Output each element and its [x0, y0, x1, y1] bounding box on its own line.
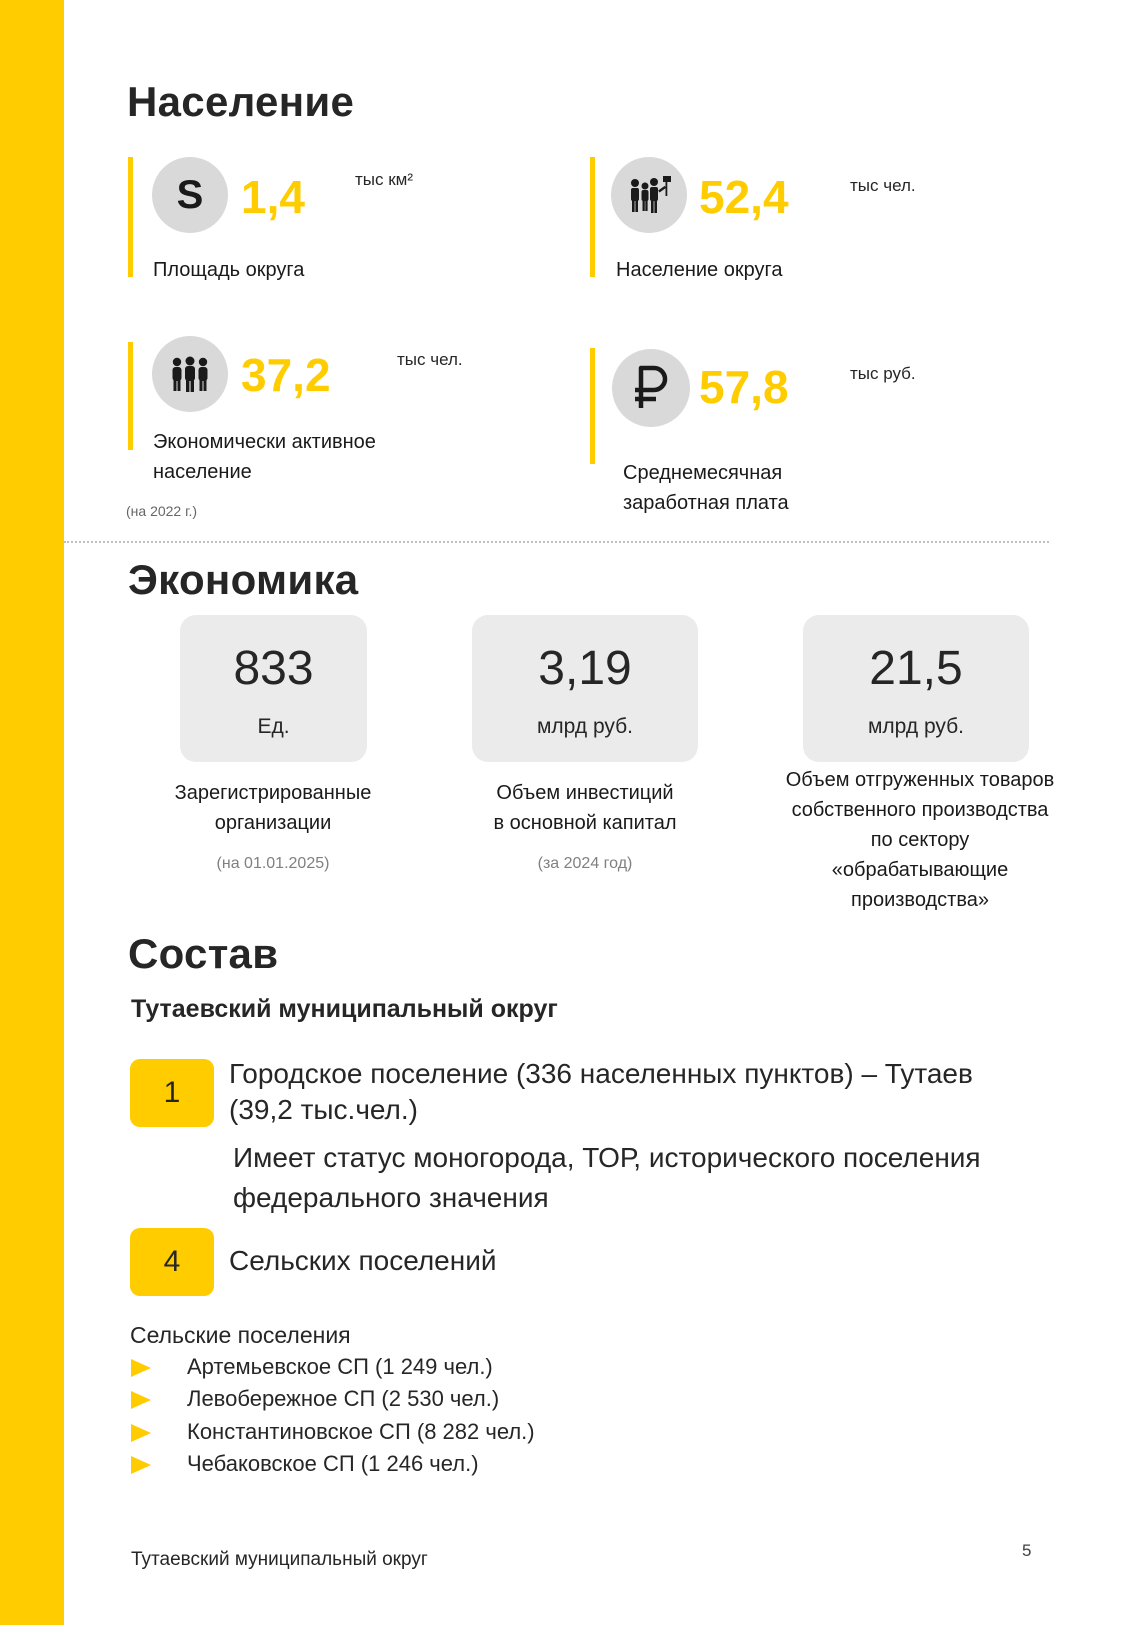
economy-note: (на 01.01.2025): [216, 855, 330, 872]
active-label-line1: Экономически активное: [153, 431, 376, 453]
rural-list-title: Сельские поселения: [130, 1322, 351, 1348]
people-group-icon: [152, 336, 228, 412]
area-unit: тыс км²: [355, 170, 414, 189]
economy-caption: Объем отгруженных товаров собственного производства по сектору «обрабатывающие производства»: [785, 769, 1055, 911]
stat-accent-line: [128, 157, 133, 277]
salary-unit: тыс руб.: [850, 364, 916, 383]
economy-value-box: [472, 615, 698, 762]
economy-unit: млрд руб.: [536, 715, 634, 738]
arrow-bullet-icon: [131, 1456, 151, 1474]
economy-caption: Зарегистрированные организации: [174, 782, 372, 834]
economy-unit: Ед.: [257, 715, 290, 738]
salary-value: 57,8: [699, 361, 789, 413]
economy-value-box: [180, 615, 367, 762]
economy-note: (за 2024 год): [537, 855, 633, 872]
active-label-line2: население: [153, 461, 252, 483]
section-title-population: Население: [127, 78, 355, 125]
area-label: Площадь округа: [153, 259, 305, 281]
rural-count-badge: 4: [130, 1228, 214, 1296]
active-unit: тыс чел.: [397, 350, 463, 369]
crowd-icon: [611, 157, 687, 233]
economy-caption: Объем инвестиций в основной капитал: [493, 782, 677, 834]
economy-unit: млрд руб.: [867, 715, 965, 738]
section-title-economy: Экономика: [128, 556, 359, 603]
composition-subtitle: Тутаевский муниципальный округ: [131, 995, 558, 1023]
side-accent-bar: [0, 0, 64, 1625]
ruble-icon: [612, 349, 690, 427]
urban-status-text: Имеет статус моногорода, ТОР, исторического поселения федерального значения: [233, 1142, 981, 1213]
salary-label-line2: заработная плата: [623, 492, 789, 514]
area-value: 1,4: [241, 171, 305, 223]
population-label: Население округа: [616, 259, 783, 281]
rural-settlements-label: Сельских поселений: [229, 1245, 497, 1276]
economy-value: 21,5: [869, 642, 963, 695]
population-unit: тыс чел.: [850, 176, 916, 195]
area-s-icon: S: [152, 157, 228, 233]
population-value: 52,4: [699, 171, 789, 223]
stat-accent-line: [590, 157, 595, 277]
section-divider: [64, 541, 1049, 543]
active-value: 37,2: [241, 349, 331, 401]
section-title-composition: Состав: [128, 930, 279, 977]
urban-count-badge: 1: [130, 1059, 214, 1127]
stat-accent-line: [590, 348, 595, 464]
salary-label-line1: Среднемесячная: [623, 462, 783, 484]
urban-settlement-text: Городское поселение (336 населенных пунктов) – Тутаев (39,2 тыс.чел.): [229, 1058, 973, 1125]
page-number: 5: [1022, 1541, 1032, 1560]
economy-value-box: [803, 615, 1029, 762]
active-note: (на 2022 г.): [126, 503, 198, 519]
stat-accent-line: [128, 342, 133, 450]
economy-value: 833: [233, 642, 314, 695]
arrow-bullet-icon: [131, 1424, 151, 1442]
economy-value: 3,19: [538, 642, 632, 695]
arrow-bullet-icon: [131, 1391, 151, 1409]
arrow-bullet-icon: [131, 1359, 151, 1377]
footer-text: Тутаевский муниципальный округ: [131, 1549, 428, 1570]
